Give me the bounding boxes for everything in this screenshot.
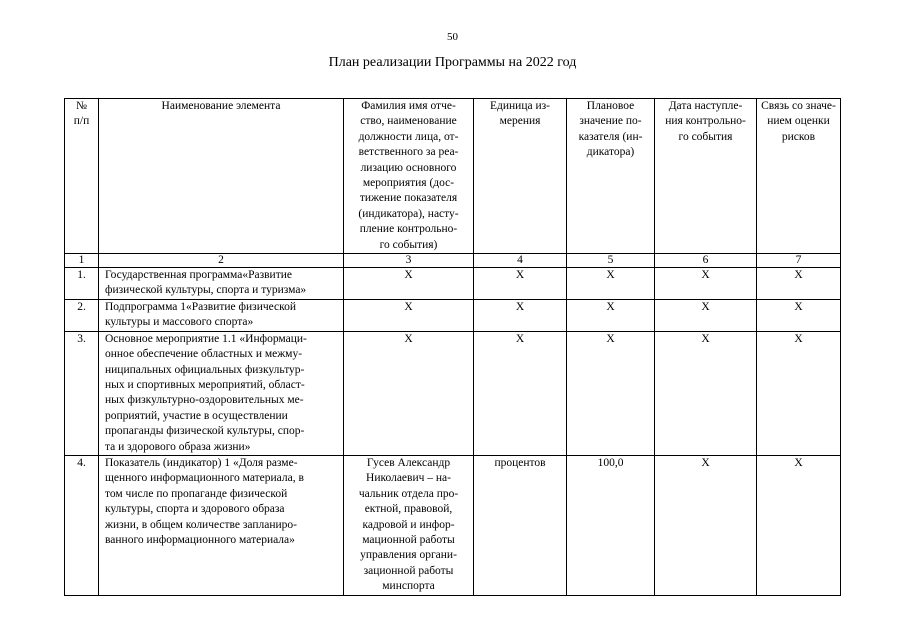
column-number: 6 [655, 254, 757, 268]
page-number: 50 [447, 31, 458, 43]
row-name-line: Подпрограмма 1«Развитие физической [105, 300, 297, 313]
row-risk-link: Х [757, 268, 841, 300]
column-number: 3 [344, 254, 474, 268]
row-name-line: роприятий, участие в осуществлении [105, 409, 288, 422]
header-text: Единица из- [490, 100, 550, 112]
header-text: ветственного за реа- [358, 146, 459, 159]
row-name-line: культуры и массового спорта» [105, 316, 254, 329]
header-cell-unit [474, 99, 567, 254]
row-name-line: пропаганды физической культуры, спор- [105, 425, 305, 438]
row-name [99, 331, 344, 455]
row-planned-value: Х [567, 299, 655, 331]
header-cell-no [65, 99, 99, 254]
responsible-line: ектной, правовой, [364, 503, 453, 516]
header-text: рисков [781, 130, 816, 143]
row-event-date: Х [655, 299, 757, 331]
row-risk-link: Х [757, 299, 841, 331]
row-name-line: жизни, в общем количестве запланиро- [105, 518, 297, 531]
header-cell-risk-link [757, 99, 841, 254]
row-event-date: Х [655, 455, 757, 595]
header-text: ния контрольно- [665, 115, 746, 128]
row-name-line: физической культуры, спорта и туризма» [105, 284, 307, 297]
row-unit: Х [474, 331, 567, 455]
table-row [65, 455, 841, 595]
row-responsible: Х [344, 299, 474, 331]
header-text: го события [678, 130, 733, 143]
row-name-line: ванного информационного материала» [105, 533, 295, 546]
responsible-line: чальник отдела про- [358, 487, 459, 500]
row-name-line: онное обеспечение областных и межму- [105, 348, 303, 361]
row-name-line: культуры, спорта и здорового образа [105, 503, 285, 516]
row-name [99, 268, 344, 300]
header-text: ство, наименование [360, 115, 457, 128]
header-text: мерения [499, 115, 541, 128]
row-number: 3. [65, 331, 99, 455]
header-text: тижение показателя [359, 192, 458, 205]
responsible-line: минспорта [382, 580, 435, 593]
row-name-line: ниципальных официальных физкультур- [105, 363, 305, 376]
row-responsible [344, 455, 474, 595]
table-row [65, 331, 841, 455]
row-unit: процентов [474, 455, 567, 595]
row-unit: Х [474, 268, 567, 300]
header-cell-name [99, 99, 344, 254]
header-cell-planned-value [567, 99, 655, 254]
column-number: 4 [474, 254, 567, 268]
header-text: Наименование элемента [161, 100, 281, 112]
row-number: 1. [65, 268, 99, 300]
header-text: пление контрольно- [359, 223, 458, 236]
responsible-line: управления органи- [360, 549, 457, 562]
header-text: Плановое [586, 100, 635, 112]
row-name-line: том числе по пропаганде физической [105, 487, 288, 500]
row-name-line: Основное мероприятие 1.1 «Информаци- [105, 332, 307, 345]
row-number: 2. [65, 299, 99, 331]
header-text: п/п [73, 115, 90, 128]
row-name-line: щенного информационного материала, в [105, 472, 304, 485]
row-responsible: Х [344, 331, 474, 455]
header-text: нием оценки [767, 115, 830, 128]
header-text: казателя (ин- [578, 130, 643, 143]
row-planned-value: 100,0 [567, 455, 655, 595]
row-planned-value: Х [567, 268, 655, 300]
column-number: 2 [99, 254, 344, 268]
column-number: 1 [65, 254, 99, 268]
row-risk-link: Х [757, 331, 841, 455]
table-row [65, 299, 841, 331]
header-text: значение по- [579, 115, 642, 128]
column-number: 5 [567, 254, 655, 268]
document-title: План реализации Программы на 2022 год [328, 55, 577, 70]
responsible-line: мационной работы [362, 533, 455, 546]
header-text: № [76, 100, 87, 112]
row-risk-link: Х [757, 455, 841, 595]
responsible-line: Николаевич – на- [366, 472, 451, 485]
header-row [65, 99, 841, 254]
header-text: лизацию основного [360, 161, 457, 174]
responsible-line: кадровой и инфор- [362, 518, 455, 531]
row-event-date: Х [655, 331, 757, 455]
row-name-line: Показатель (индикатор) 1 «Доля разме- [105, 456, 298, 469]
row-name-line: та и здорового образа жизни» [105, 440, 251, 453]
header-text: (индикатора), насту- [358, 207, 459, 220]
row-name [99, 455, 344, 595]
header-cell-responsible [344, 99, 474, 254]
header-text: дикатора) [586, 146, 635, 159]
responsible-line: зационной работы [363, 564, 454, 577]
header-text: Фамилия имя отче- [361, 100, 456, 112]
responsible-line: Гусев Александр [366, 456, 451, 469]
column-number: 7 [757, 254, 841, 268]
row-name-line: ных и спортивных мероприятий, област- [105, 378, 305, 391]
plan-table [64, 98, 841, 596]
row-planned-value: Х [567, 331, 655, 455]
row-name [99, 299, 344, 331]
header-text: Дата наступле- [668, 100, 743, 112]
column-number-row [65, 254, 841, 268]
row-number: 4. [65, 455, 99, 595]
header-text: го события) [379, 238, 438, 251]
row-name-line: Государственная программа«Развитие [105, 269, 292, 282]
header-text: должности лица, от- [358, 130, 459, 143]
header-text: мероприятия (дос- [362, 177, 455, 190]
header-text: Связь со значе- [761, 100, 836, 112]
row-name-line: ных физкультурно-оздоровительных ме- [105, 394, 304, 407]
row-responsible: Х [344, 268, 474, 300]
row-event-date: Х [655, 268, 757, 300]
table-row [65, 268, 841, 300]
header-cell-event-date [655, 99, 757, 254]
row-unit: Х [474, 299, 567, 331]
